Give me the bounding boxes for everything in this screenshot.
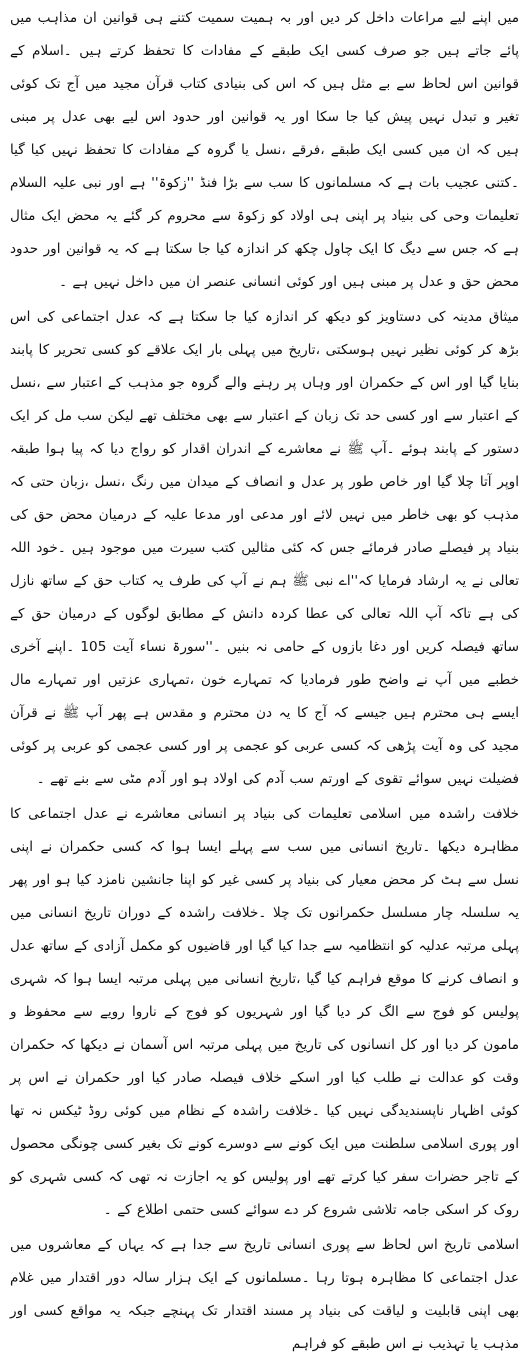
paragraph-3: خلافت راشدہ میں اسلامی تعلیمات کی بنیاد پر انسانی معاشرے نے عدل اجتماعی کا مظاہرہ دیکھا ۔تاریخ انسانی میں سب سے پہلے ایسا ہوا کہ کسی حکمران نے اپنی نسل سے ہٹ کر محض معیار کی بنیاد پر کسی غیر کو اپنا جانشین نامزد کیا ہو اور پھر یہ سلسلہ چار مسلسل حکمرانوں تک چلا ۔خلافت راشدہ کے دوران تاریخ انسانی میں پہلی مرتبہ عدلیہ کو انتظامیہ سے جدا کیا گیا اور قاضیوں کو مکمل آزادی کے ساتھ عدل و انصاف کرنے کا موقع فراہم کیا گیا ،تاریخ انسانی میں پہلی مرتبہ ایسا ہوا کہ شہری پولیس کو فوج سے الگ کر دیا گیا اور شہریوں کو فوج کے ناروا رویے سے محفوظ و مامون کر دیا اور کل انسانوں کی تاریخ میں پہلی مرتبہ اس آسمان نے دیکھا کہ حکمران وقت کو عدالت نے طلب کیا اور اسکے خلاف فیصلہ صادر کیا اور حکمران نے اس پر کوئی اظہار ناپسندیدگی نہیں کیا ۔خلافت راشدہ کے نظام میں کوئی روڈ ٹیکس نہ تھا اور پوری اسلامی سلطنت میں ایک کونے سے دوسرے کونے تک بغیر کسی چونگی محصول کے تاجر حضرات سفر کیا کرتے تھے اور پولیس کو یہ اجازت نہ تھی کہ کسی شہری کو روک کر اسکی جامہ تلاشی شروع کر دے سوائے کسی حتمی اطلاع کے ۔ [10, 806, 519, 1218]
paragraph-2: میثاق مدینہ کی دستاویز کو دیکھ کر اندازہ کیا جا سکتا ہے کہ عدل اجتماعی کی اس بڑھ کر کوئی نظیر نہیں ہوسکتی ،تاریخ میں پہلی بار ایک علاقے کو کسی تحریر کا پابند بنایا گیا اور اس کے حکمران اور وہاں پر رہنے والے گروہ جو مذہب کے اعتبار سے ،نسل کے اعتبار سے اور کسی حد تک زبان کے اعتبار سے بھی مختلف تھے لیکن سب مل کر ایک دستور کے پابند ہوئے ۔آپ ﷺ نے معاشرے کے اندران اقدار کو رواج دیا کہ پیا ہوا طبقہ اوپر آتا چلا گیا اور خاص طور پر عدل و انصاف کے میدان میں رنگ ،نسل ،زبان حتی کہ مذہب کو بھی خاطر میں نہیں لائے اور مدعی اور مدعا علیہ کے درمیان محض حق کی بنیاد پر فیصلے صادر فرمائے جس کہ کئی مثالیں کتب سیرت میں موجود ہیں ۔خود اللہ تعالی نے یہ ارشاد فرمایا کہ''اے نبی ﷺ ہم نے آپ کی طرف یہ کتاب حق کے ساتھ نازل کی ہے تاکہ آپ اللہ تعالی کی عطا کردہ دانش کے مطابق لوگوں کے درمیان حق کے ساتھ فیصلہ کریں اور دغا بازوں کے حامی نہ بنیں ۔''سورۃ نساء آیت 105 ۔اپنے آخری خطبے میں آپ نے واضح طور فرمادیا کہ تمہارے خون ،تمہاری عزتیں اور تمہارے مال ایسے ہی محترم ہیں جیسے کہ آج کا یہ دن محترم و مقدس ہے پھر آپ ﷺ نے قرآن مجید کی وہ آیت پڑھی کہ کسی عربی کو عجمی پر اور کسی عجمی کو عربی پر کوئی فضیلت نہیں سوائے تقوی کے اورتم سب آدم کی اولاد ہو اور آدم مٹی سے بنے تھے ۔ [10, 309, 519, 787]
paragraph-4: اسلامی تاریخ اس لحاظ سے پوری انسانی تاریخ سے جدا ہے کہ یہاں کے معاشروں میں عدل اجتماعی کا مظاہرہ ہوتا رہا ۔مسلمانوں کے ایک ہزار سالہ دور اقتدار میں غلام بھی اپنی قابلیت و لیاقت کی بنیاد پر مسند اقتدار تک پہنچے جبکہ یہ مواقع کسی اور مذہب یا تہذیب نے اس طبقے کو فراہم [10, 1237, 519, 1352]
paragraph-1: میں اپنے لیے مراعات داخل کر دیں اور بہ ہمیت سمیت کتنے ہی قوانین ان مذاہب میں پائے جاتے ہیں جو صرف کسی ایک طبقے کے مفادات کا تحفظ کرتے ہیں ۔اسلام کے قوانین اس لحاظ سے بے مثل ہیں کہ اس کی بنیادی کتاب قرآن مجید میں آج تک کوئی تغیر و تبدل نہیں پیش کیا جا سکا اور یہ قوانین اور حدود اس لیے بھی عدل پر مبنی ہیں کہ ان میں کسی ایک طبقے ،فرقے ،نسل یا گروہ کے مفادات کا تحفظ نہیں کیا گیا ۔کتنی عجیب بات ہے کہ مسلمانوں کا سب سے بڑا فنڈ ''زکوۃ'' ہے اور نبی علیہ السلام تعلیمات وحی کی بنیاد پر اپنی ہی اولاد کو زکوۃ سے محروم کر گئے یہ محض ایک مثال ہے کہ جس سے دیگ کا ایک چاول چکھ کر اندازہ کیا جا سکتا ہے کہ یہ قوانین اور حدود محض حق و عدل پر مبنی ہیں اور کوئی انسانی عنصر ان میں داخل نہیں ہے ۔ [10, 10, 519, 290]
